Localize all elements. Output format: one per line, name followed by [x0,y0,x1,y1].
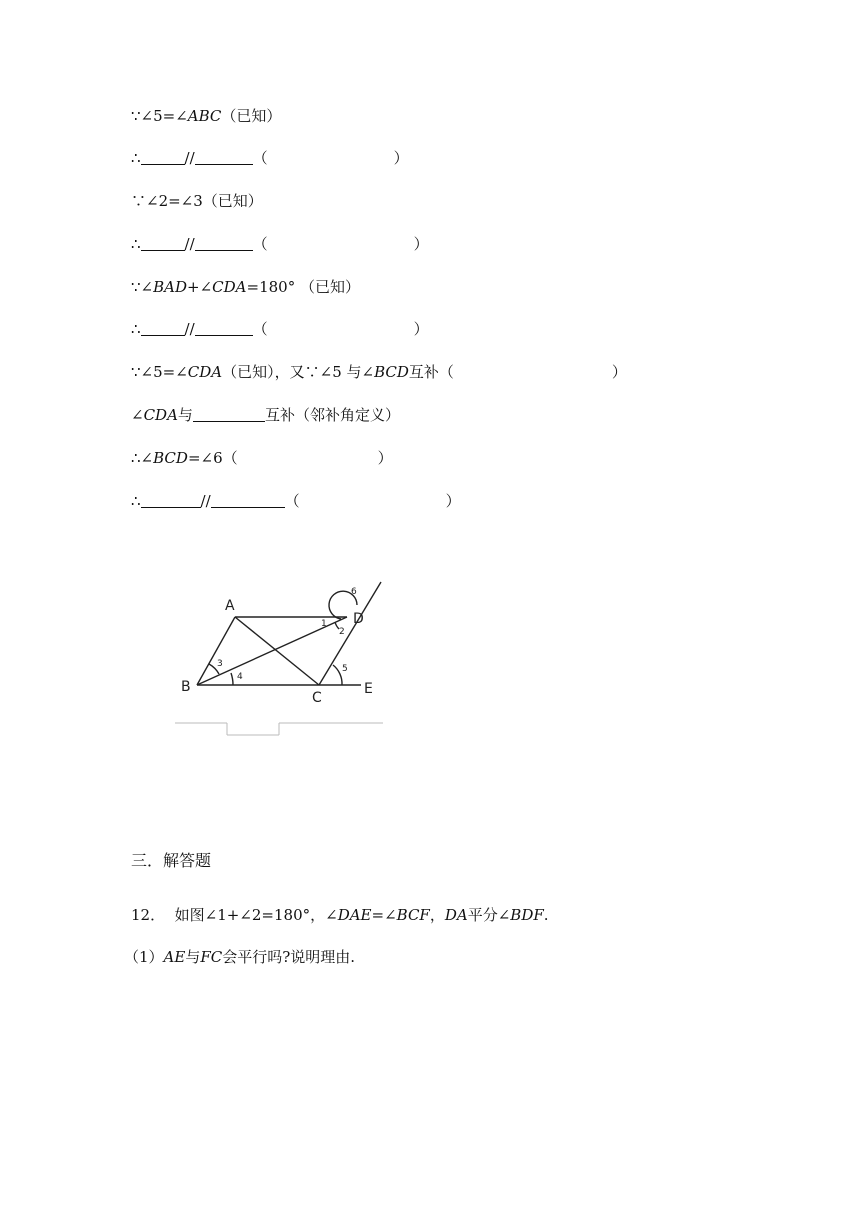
answer-blank[interactable] [195,148,253,165]
angle-arc-5 [333,665,342,685]
line-var: ABC [187,107,222,125]
proof-line-2 [131,146,409,170]
segment-ac [235,617,319,685]
angle-label-6: 6 [351,587,357,597]
geometry-figure [175,575,390,740]
proof-line-4 [131,232,429,256]
segment-ab [197,617,235,685]
paren-close: ） [393,149,409,167]
line-text: （已知），又∵∠5 与∠ [222,363,375,381]
question-text: （1） [124,948,164,966]
answer-blank[interactable] [195,319,253,336]
line-text: （已知） [221,107,282,125]
line-text: ∵∠5=∠ [131,107,188,125]
angle-label-1: 1 [321,619,327,629]
proof-line-6 [131,317,429,341]
question-var: DAE [337,906,372,924]
line-text: ∴ [131,320,141,338]
question-var: FC [200,948,223,966]
point-label-b: B [181,679,191,695]
answer-blank[interactable] [141,491,201,508]
point-label-c: C [312,690,322,706]
question-text: 与 [185,948,201,966]
proof-line-5 [131,275,360,299]
question-12-part-1 [124,946,355,967]
line-text: ∴∠ [131,449,154,467]
line-var: CDA [187,363,223,381]
question-12 [131,904,549,925]
angle-label-2: 2 [339,627,345,637]
proof-line-7 [131,360,627,384]
question-text: ， [429,906,445,924]
line-text: ∴ [131,235,141,253]
line-text: ∵∠ [131,278,154,296]
proof-line-9 [131,446,393,470]
question-text: . [543,906,549,924]
line-text: =180° （已知） [246,278,360,296]
question-number: 12． [131,906,166,924]
paren-close: ） [611,363,627,381]
angle-label-4: 4 [237,672,243,682]
question-text: 如图∠1+∠2=180°，∠ [174,906,338,924]
line-text: 互补（邻补角定义） [264,406,400,424]
paren-open: （ [252,235,268,253]
answer-blank[interactable] [141,319,185,336]
paren-close: ） [445,492,461,510]
answer-blank[interactable] [141,234,185,251]
proof-line-10 [131,489,461,513]
paren-open: （ [252,320,268,338]
line-text: +∠ [187,278,213,296]
angle-arc-4 [231,673,233,685]
line-text: =∠6（ [187,449,238,467]
proof-line-1 [131,104,281,128]
paren-close: ） [377,449,393,467]
line-text: ∴ [131,149,141,167]
line-text: 互补（ [408,363,454,381]
paren-close: ） [413,320,429,338]
point-label-a: A [225,598,235,614]
point-label-d: D [353,611,364,627]
geometry-diagram [175,575,390,740]
line-text: ∵∠5=∠ [131,363,188,381]
line-text: ∵∠2=∠3（已知） [131,192,263,210]
angle-label-5: 5 [342,664,348,674]
question-var: AE [163,948,186,966]
answer-blank[interactable] [141,148,185,165]
question-var: DA [444,906,468,924]
question-var: BCF [396,906,430,924]
line-var: CDA [212,278,247,296]
line-var: CDA [143,406,178,424]
section-heading: 三．解答题 [131,851,212,870]
answer-blank[interactable] [193,405,265,422]
proof-line-3 [131,189,263,213]
question-text: 平分∠ [467,906,511,924]
question-text: =∠ [371,906,397,924]
line-var: BCD [374,363,409,381]
segment-cd-extended [319,582,381,685]
paren-open: （ [284,492,300,510]
parallel-symbol: // [184,149,195,167]
answer-blank[interactable] [211,491,285,508]
angle-label-3: 3 [217,659,223,669]
line-var: BCD [153,449,188,467]
parallel-symbol: // [200,492,211,510]
point-label-e: E [364,681,373,697]
question-var: BDF [510,906,544,924]
question-text: 会平行吗?说明理由. [222,948,356,966]
line-var: BAD [153,278,188,296]
paren-open: （ [252,149,268,167]
proof-line-8 [131,403,400,427]
line-text: 与 [177,406,193,424]
parallel-symbol: // [184,235,195,253]
line-text: ∴ [131,492,141,510]
answer-blank[interactable] [195,234,253,251]
line-text: ∠ [131,406,144,424]
parallel-symbol: // [184,320,195,338]
paren-close: ） [413,235,429,253]
